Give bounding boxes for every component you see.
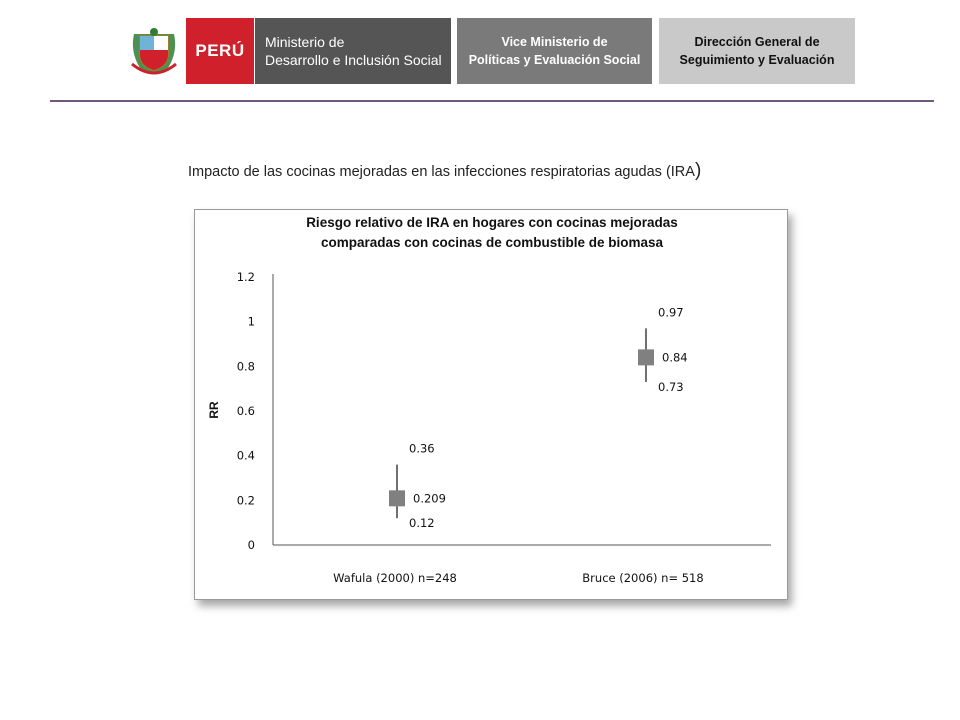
- peru-brand-box: [186, 18, 254, 84]
- y-tick-label: 1: [247, 314, 255, 329]
- y-tick-label: 0: [247, 538, 255, 552]
- coat-of-arms-logo: [126, 24, 182, 80]
- vice-ministry-box: [457, 18, 652, 84]
- vice-line-2: Políticas y Evaluación Social: [468, 53, 641, 67]
- dg-line-1: Dirección General de: [694, 35, 820, 49]
- chart-title-line-1: Riesgo relativo de IRA en hogares con cocinas mejoradas: [306, 215, 678, 230]
- slide-title: [188, 160, 701, 182]
- rr-chart: [195, 210, 789, 601]
- slide-title-text: Impacto de las cocinas mejoradas en las infecciones respiratorias agudas (IRA: [188, 164, 695, 180]
- y-tick-label: 0.6: [236, 404, 255, 418]
- vice-line-1: Vice Ministerio de: [501, 35, 608, 49]
- upper-ci-label: 0.36: [409, 441, 435, 456]
- y-tick-label: 0.8: [236, 359, 255, 374]
- y-tick-label: 0.2: [236, 493, 255, 508]
- plot-layer: [237, 270, 704, 585]
- dg-line-2: Seguimiento y Evaluación: [679, 53, 835, 67]
- direction-general-box: [659, 18, 855, 84]
- lower-ci-label: 0.12: [409, 516, 435, 531]
- y-axis-title: RR: [207, 401, 221, 419]
- ministry-line-2: Desarrollo e Inclusión Social: [265, 52, 442, 68]
- y-tick-label: 0.4: [236, 448, 255, 463]
- header-divider: [50, 100, 934, 102]
- upper-ci-label: 0.97: [658, 305, 684, 320]
- chart-title-line-2: comparadas con cocinas de combustible de biomasa: [320, 235, 664, 250]
- chart-frame: [194, 209, 788, 600]
- ministry-line-1: Ministerio de: [265, 34, 345, 50]
- country-label: PERÚ: [195, 41, 245, 60]
- rr-point-marker: [389, 490, 405, 506]
- x-category-label: Wafula (2000) n=248: [333, 571, 457, 585]
- y-tick-label: 1.2: [236, 270, 255, 284]
- rr-value-label: 0.84: [662, 350, 688, 365]
- x-category-label: Bruce (2006) n= 518: [582, 571, 704, 585]
- rr-value-label: 0.209: [413, 491, 446, 506]
- slide-title-paren: ): [694, 160, 702, 181]
- lower-ci-label: 0.73: [658, 379, 684, 394]
- ministry-brand-box: [255, 18, 451, 84]
- rr-point-marker: [638, 349, 654, 365]
